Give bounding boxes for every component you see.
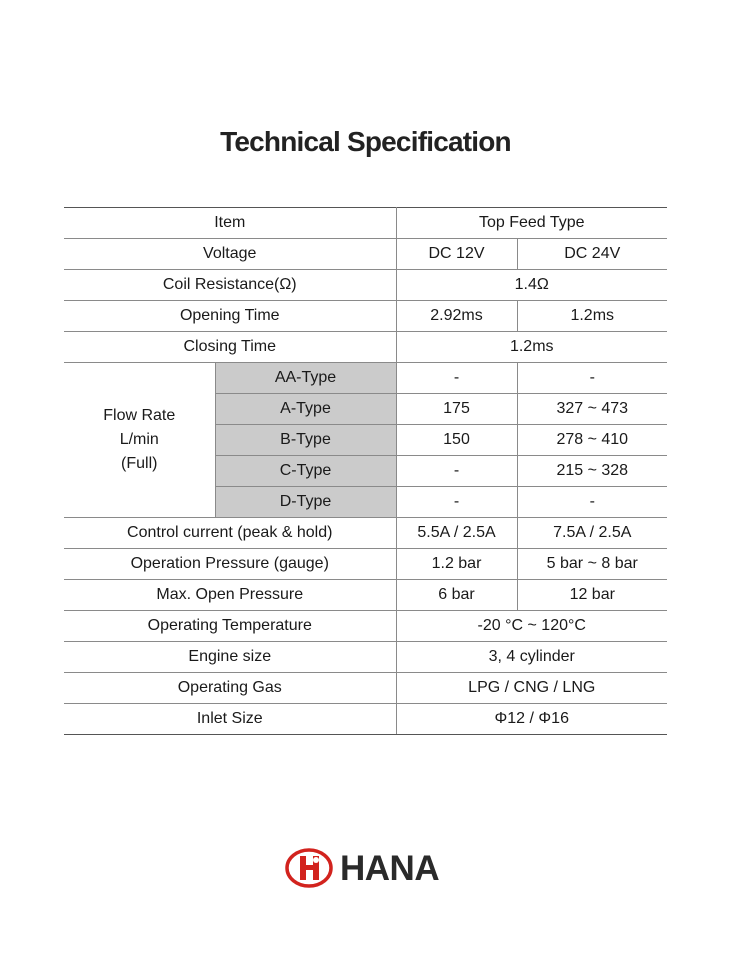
cell-value: LPG / CNG / LNG (396, 673, 667, 704)
cell-12v: 175 (396, 394, 517, 425)
flow-rate-label-line3: (Full) (121, 455, 158, 472)
cell-24v: 1.2ms (517, 301, 667, 332)
table-header-row (64, 208, 667, 239)
cell-value: 3, 4 cylinder (396, 642, 667, 673)
flow-rate-label-line1: Flow Rate (103, 407, 176, 424)
cell-value: 1.2ms (396, 332, 667, 363)
table-row (64, 704, 667, 735)
cell-12v: 2.92ms (396, 301, 517, 332)
flow-rate-label (64, 363, 215, 518)
table-row (64, 363, 667, 394)
row-label: Control current (peak & hold) (64, 518, 396, 549)
cell-24v: 12 bar (517, 580, 667, 611)
cell-24v: - (517, 363, 667, 394)
row-label: Voltage (64, 239, 396, 270)
table-row (64, 518, 667, 549)
row-label: Closing Time (64, 332, 396, 363)
page-title: Technical Specification (220, 126, 511, 157)
table-row (64, 301, 667, 332)
row-label: Operating Temperature (64, 611, 396, 642)
table-row (64, 549, 667, 580)
flow-rate-label-line2: L/min (119, 431, 159, 448)
flow-type-label: C-Type (215, 456, 396, 487)
cell-value: Φ12 / Φ16 (396, 704, 667, 735)
cell-24v: 278 ~ 410 (517, 425, 667, 456)
cell-24v: 7.5A / 2.5A (517, 518, 667, 549)
cell-12v: 6 bar (396, 580, 517, 611)
flow-type-label: D-Type (215, 487, 396, 518)
row-label: Max. Open Pressure (64, 580, 396, 611)
cell-24v: 5 bar ~ 8 bar (517, 549, 667, 580)
flow-type-label: AA-Type (215, 363, 396, 394)
spec-table (64, 207, 667, 735)
cell-12v: - (396, 487, 517, 518)
cell-24v: 327 ~ 473 (517, 394, 667, 425)
table-row (64, 239, 667, 270)
row-label: Coil Resistance(Ω) (64, 270, 396, 301)
flow-type-label: B-Type (215, 425, 396, 456)
cell-value: 1.4Ω (396, 270, 667, 301)
row-label: Operating Gas (64, 673, 396, 704)
table-row (64, 642, 667, 673)
row-label: Inlet Size (64, 704, 396, 735)
cell-12v: DC 12V (396, 239, 517, 270)
cell-24v: - (517, 487, 667, 518)
table-row (64, 270, 667, 301)
table-row (64, 332, 667, 363)
hana-logo (285, 847, 450, 889)
cell-12v: 5.5A / 2.5A (396, 518, 517, 549)
table-row (64, 673, 667, 704)
hana-logo-text: HANA (340, 849, 440, 888)
header-item: Item (64, 208, 396, 239)
table-row (64, 611, 667, 642)
cell-value: -20 °C ~ 120°C (396, 611, 667, 642)
row-label: Opening Time (64, 301, 396, 332)
cell-24v: 215 ~ 328 (517, 456, 667, 487)
cell-24v: DC 24V (517, 239, 667, 270)
table-row (64, 580, 667, 611)
cell-12v: 1.2 bar (396, 549, 517, 580)
row-label: Engine size (64, 642, 396, 673)
row-label: Operation Pressure (gauge) (64, 549, 396, 580)
flow-type-label: A-Type (215, 394, 396, 425)
hana-logo-mark-icon (285, 847, 337, 889)
header-type: Top Feed Type (396, 208, 667, 239)
cell-12v: - (396, 363, 517, 394)
cell-12v: - (396, 456, 517, 487)
cell-12v: 150 (396, 425, 517, 456)
